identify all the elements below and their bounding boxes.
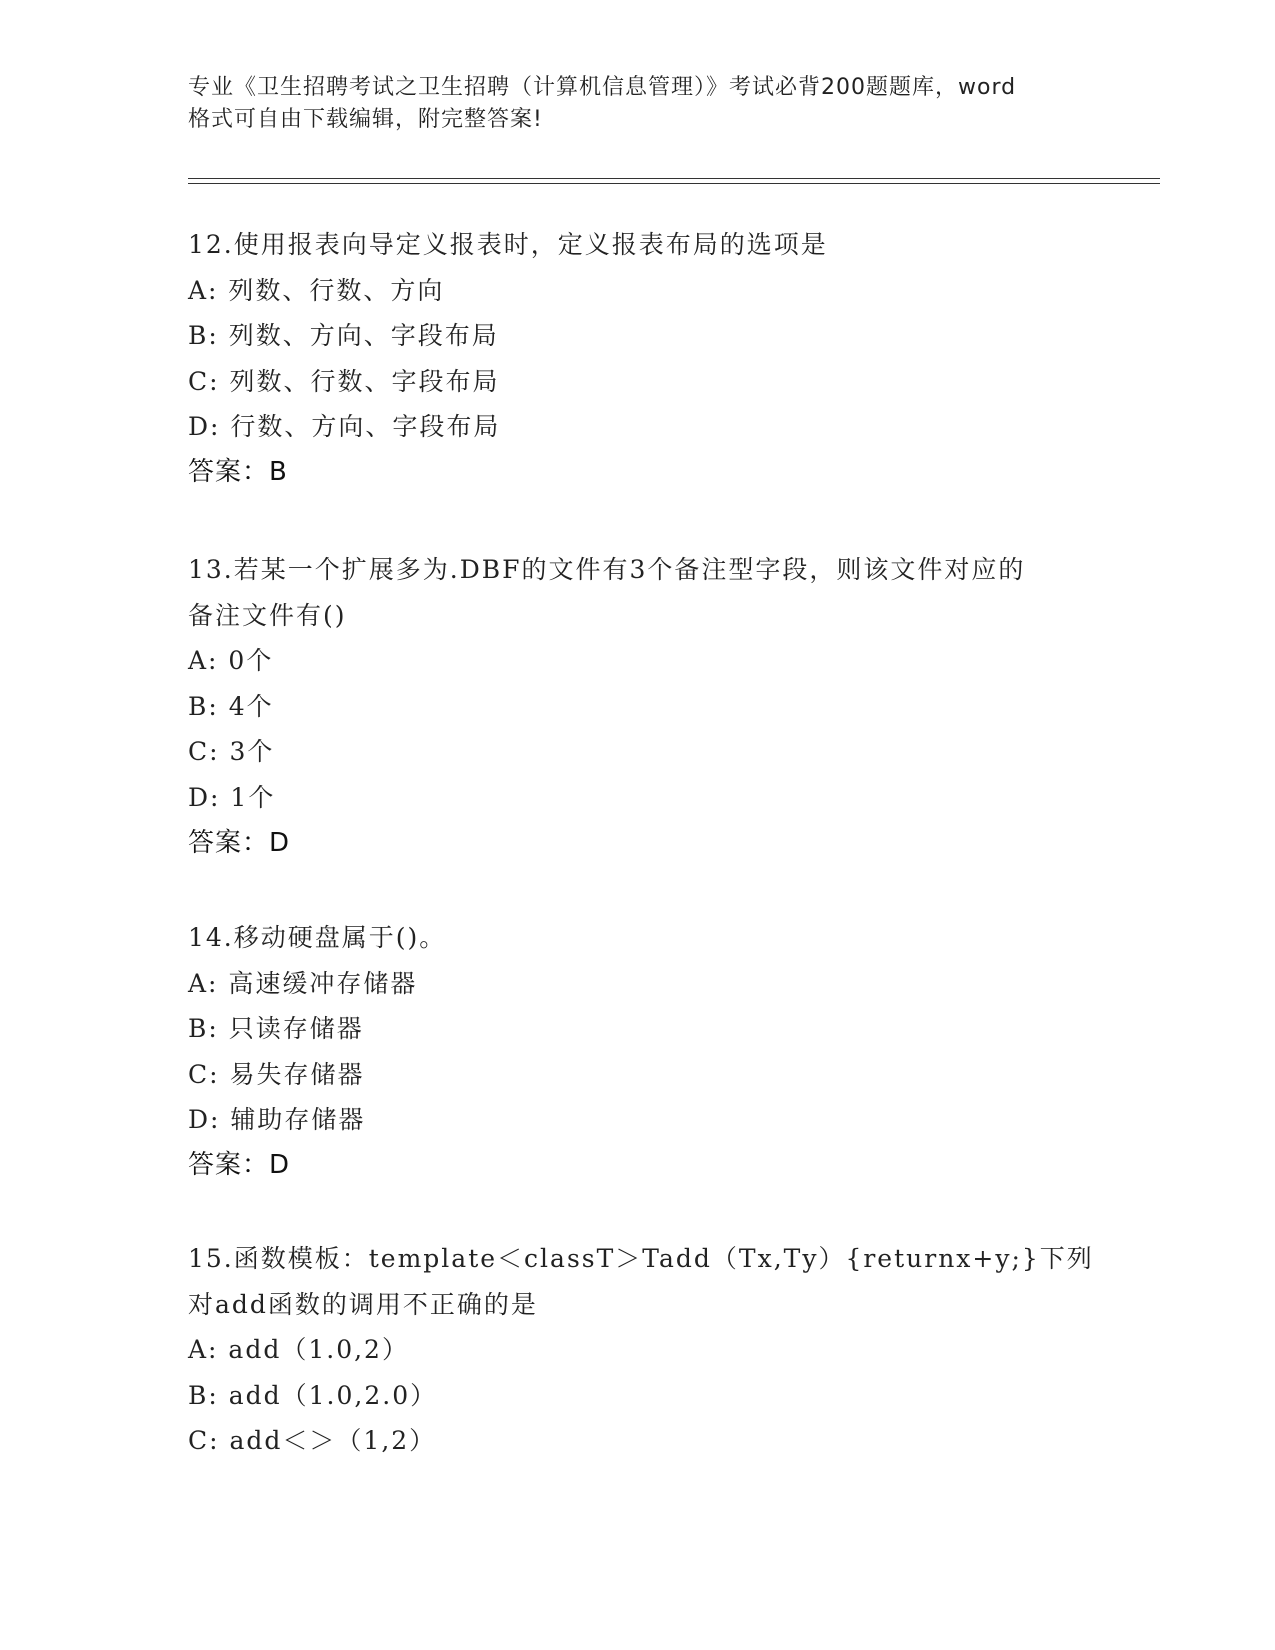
option-a: A: add（1.0,2） [188,1335,409,1365]
option-a: A: 高速缓冲存储器 [188,968,418,998]
header-line-2: 格式可自由下载编辑，附完整答案! [188,107,543,132]
question-stem: 14.移动硬盘属于()。 [188,923,447,952]
option-a: A: 列数、行数、方向 [188,275,445,305]
question-stem: 13.若某一个扩展多为.DBF的文件有3个备注型字段，则该文件对应的 [188,555,1026,584]
option-b: B: add（1.0,2.0） [188,1380,438,1410]
question-14 [188,915,1088,1189]
header-line-1: 专业《卫生招聘考试之卫生招聘（计算机信息管理）》考试必背200题题库，word [188,75,1017,100]
option-b: B: 列数、方向、字段布局 [188,321,499,351]
page-header [188,72,1088,136]
option-a: A: 0个 [188,646,274,676]
header-divider [188,178,1160,184]
question-13 [188,547,1088,866]
question-stem-continued: 备注文件有() [188,600,347,630]
option-b: B: 只读存储器 [188,1014,364,1044]
option-d: D: 行数、方向、字段布局 [188,412,501,442]
option-d: D: 1个 [188,782,276,812]
question-stem: 12.使用报表向导定义报表时，定义报表布局的选项是 [188,230,828,259]
option-c: C: 列数、行数、字段布局 [188,366,500,396]
answer: 答案：D [188,1149,291,1180]
option-b: B: 4个 [188,691,274,721]
answer: 答案：D [188,827,291,858]
question-12 [188,222,1088,496]
option-d: D: 辅助存储器 [188,1105,366,1135]
option-c: C: 易失存储器 [188,1059,365,1089]
answer: 答案：B [188,456,288,487]
question-stem: 15.函数模板：template＜classT＞Tadd（Tx,Ty）{returnx+y;}下列 [188,1244,1094,1273]
option-c: C: 3个 [188,737,275,767]
option-c: C: add＜＞（1,2） [188,1426,437,1456]
question-15 [188,1236,1094,1464]
question-stem-continued: 对add函数的调用不正确的是 [188,1289,538,1319]
